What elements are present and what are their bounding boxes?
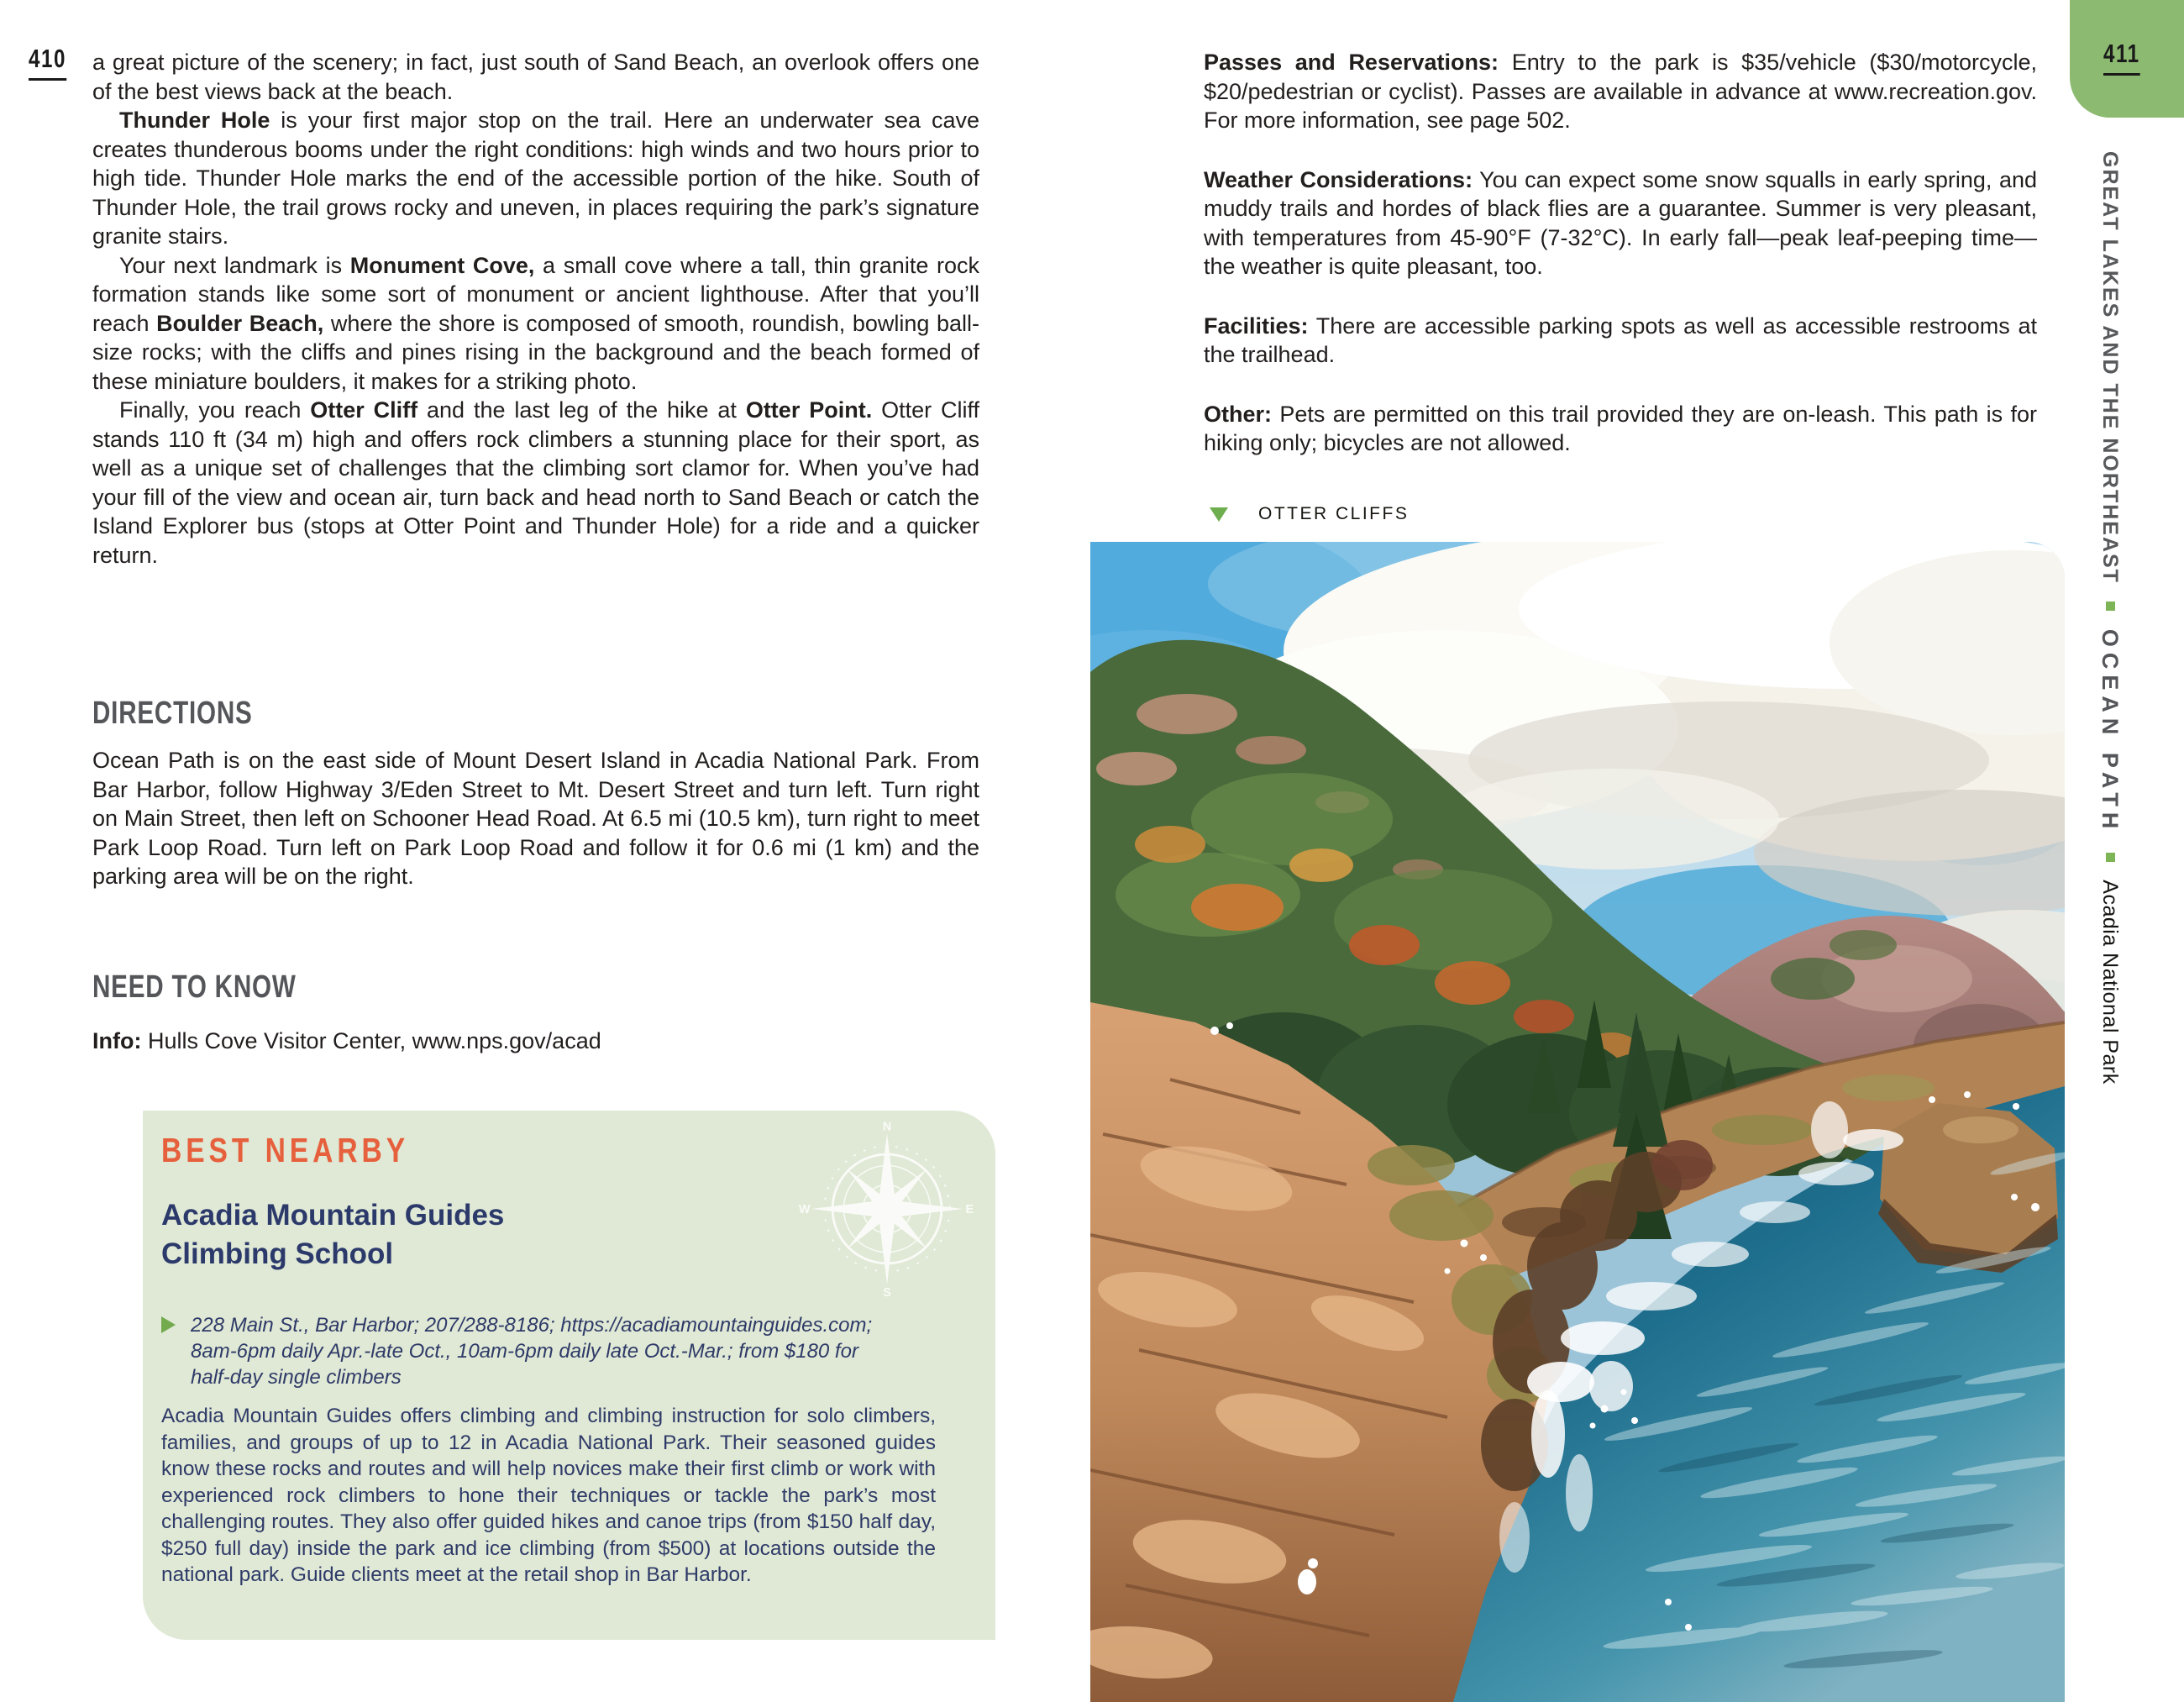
business-contact: 228 Main St., Bar Harbor; 207/288-8186; https://acadiamountainguides.com; 8am-6pm daily Apr.-late Oct., 10am-6pm daily late Oct.-Mar.; from $180 for half-day single climbers bbox=[191, 1314, 873, 1389]
body-paragraph: Passes and Reservations: Entry to the park is $35/vehicle ($30/motorcycle, $20/pedestrian or cyclist). Passes are available in advance at www.recreation.gov. For more information, see page 502. bbox=[1204, 50, 2037, 133]
body-paragraph: Other: Pets are permitted on this trail provided they are on-leash. This path is for hiking only; bicycles are not allowed. bbox=[1204, 401, 2037, 455]
compass-rose-icon bbox=[799, 1121, 975, 1297]
photo-caption-label: OTTER CLIFFS bbox=[1258, 504, 1410, 523]
svg-text:W: W bbox=[799, 1202, 811, 1216]
svg-text:S: S bbox=[883, 1286, 891, 1297]
photo-caption bbox=[1210, 504, 1409, 524]
business-description: Acadia Mountain Guides offers climbing and climbing instruction for solo climbers, families, and groups of up to 12 in Acadia National Park. Their seasoned guides know these rocks and routes and will help novices make their first climb or work with experienced rock climbers to hone their techniques or tackle the park’s most challenging routes. They also offer guided hikes and canoe trips (from $150 half day, $250 full day) inside the park and ice climbing (from $500) at locations outside the national park. Guide clients meet at the retail shop in Bar Harbor. bbox=[161, 1405, 936, 1586]
square-separator-icon bbox=[2106, 853, 2115, 862]
otter-cliffs-photo bbox=[1090, 542, 2065, 1702]
business-contact-row bbox=[161, 1312, 884, 1390]
triangle-down-icon bbox=[1210, 507, 1228, 522]
edge-sidebar bbox=[2097, 151, 2123, 1327]
sidebar-trail-label: OCEAN PATH bbox=[2097, 628, 2123, 835]
section-heading-directions: DIRECTIONS bbox=[92, 696, 253, 731]
info-line: Info: Hulls Cove Visitor Center, www.nps.gov/acad bbox=[92, 1028, 601, 1053]
best-nearby-box bbox=[143, 1111, 995, 1640]
svg-text:E: E bbox=[965, 1202, 974, 1216]
left-column-text bbox=[92, 48, 979, 570]
page-number-right: 411 bbox=[2103, 39, 2150, 76]
body-paragraph: Weather Considerations: You can expect some snow squalls in early spring, and muddy trails and hordes of black flies are a guarantee. Summer is very pleasant, with temperatures from 45-90°F (7-32°C). In early fall—peak leaf-peeping time—the weather is quite pleasant, too. bbox=[1204, 166, 2037, 279]
page-tab bbox=[2070, 0, 2184, 118]
triangle-right-icon bbox=[161, 1316, 176, 1333]
best-nearby-label: BEST NEARBY bbox=[161, 1131, 410, 1169]
otter-cliffs-photo-art bbox=[1090, 542, 2065, 1702]
sidebar-section-label: GREAT LAKES AND THE NORTHEAST bbox=[2098, 151, 2122, 584]
body-paragraph: Facilities: There are accessible parking spots as well as accessible restrooms at the trailhead. bbox=[1204, 313, 2037, 367]
body-paragraph: Your next landmark is Monument Cove, a small cove where a tall, thin granite rock formation stands like some sort of monument or ancient lighthouse. After that you’ll reach Boulder Beach, where the shore is composed of smooth, roundish, bowling ball-size rocks; with the cliffs and pines rising in the background and the beach formed of these miniature boulders, it makes for a striking photo. bbox=[92, 252, 979, 394]
directions-text: Ocean Path is on the east side of Mount Desert Island in Acadia National Park. From Bar Harbor, follow Highway 3/Eden Street to Mt. Desert Street and turn left. Turn right on Main Street, then left on Schooner Head Road. At 6.5 mi (10.5 km), turn right to meet Park Loop Road. Turn left on Park Loop Road and follow it for 0.6 mi (1 km) and the parking area will be on the right. bbox=[92, 748, 979, 889]
body-paragraph: a great picture of the scenery; in fact, just south of Sand Beach, an overlook offers one of the best views back at the beach. bbox=[92, 50, 979, 104]
page-number-left: 410 bbox=[29, 44, 77, 81]
body-paragraph: Thunder Hole is your first major stop on the trail. Here an underwater sea cave creates thunderous booms under the right conditions: high winds and two hours prior to high tide. Thunder Hole marks the end of the accessible portion of the hike. South of Thunder Hole, the trail grows rocky and uneven, in places requiring the park’s signature granite stairs. bbox=[92, 108, 979, 249]
business-name: Acadia Mountain Guides Climbing School bbox=[161, 1199, 505, 1270]
square-separator-icon bbox=[2106, 601, 2115, 611]
body-paragraph: Finally, you reach Otter Cliff and the last leg of the hike at Otter Point. Otter Cliff stands 110 ft (34 m) high and offers rock climbers a stunning place for their sport, as well as a unique set of challenges that the climbing sort clamor for. When you’ve had your fill of the view and ocean air, turn back and head north to Sand Beach or catch the Island Explorer bus (stops at Otter Point and Thunder Hole) for a ride and a quicker return. bbox=[92, 397, 979, 568]
section-heading-need-to-know: NEED TO KNOW bbox=[92, 969, 297, 1005]
right-column-text bbox=[1204, 48, 2037, 488]
sidebar-park-label: Acadia National Park bbox=[2098, 880, 2122, 1085]
svg-text:N: N bbox=[882, 1121, 892, 1134]
